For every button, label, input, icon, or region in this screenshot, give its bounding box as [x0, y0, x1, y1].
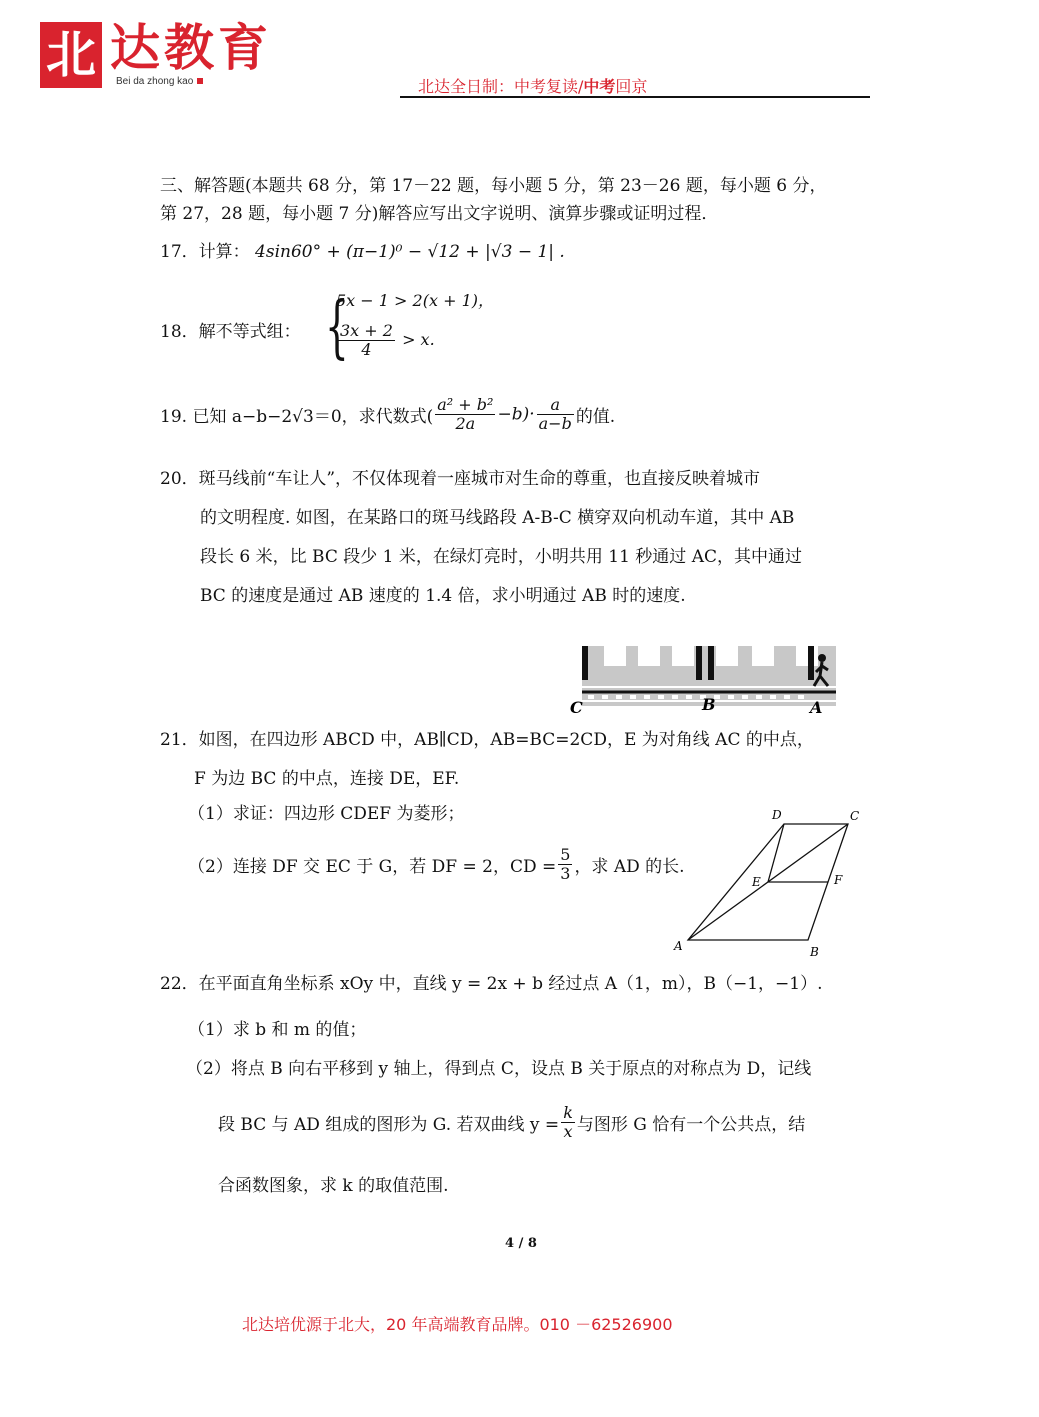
header-divider: [400, 96, 870, 98]
quadrilateral-figure: [668, 802, 868, 962]
q21-part1: （1）求证：四边形 CDEF 为菱形；: [188, 804, 465, 824]
q21-line2: F 为边 BC 的中点，连接 DE，EF.: [194, 769, 460, 789]
vertex-c-label: C: [850, 809, 860, 823]
point-e-label: E: [752, 875, 761, 889]
q22-part1: （1）求 b 和 m 的值；: [188, 1020, 367, 1040]
point-f-label: F: [834, 873, 843, 887]
q21-line1: 21．如图，在四边形 ABCD 中，AB∥CD，AB=BC=2CD，E 为对角线 AC 的中点，: [160, 730, 814, 750]
vertex-d-label: D: [772, 808, 782, 822]
q20-line4: BC 的速度是通过 AB 速度的 1.4 倍，求小明通过 AB 时的速度.: [200, 586, 686, 606]
header-tagline: 北达全日制：中考复读/中考回京: [418, 77, 648, 96]
footer-advertisement: 北达培优源于北大，20 年高端教育品牌。010 －62526900: [242, 1315, 673, 1334]
q20-line1: 20．斑马线前“车让人”，不仅体现着一座城市对生命的尊重，也直接反映着城市: [160, 469, 761, 489]
point-b-label: B: [702, 695, 716, 714]
logo-subtitle: Bei da zhong kao: [116, 76, 203, 87]
q22-part2-line1: （2）将点 B 向右平移到 y 轴上，得到点 C，设点 B 关于原点的对称点为 D，记线: [186, 1059, 812, 1079]
vertex-b-label: B: [810, 945, 819, 959]
vertex-a-label: A: [674, 939, 683, 953]
logo-mark: 北: [40, 22, 102, 88]
q20-line2: 的文明程度. 如图，在某路口的斑马线路段 A-B-C 横穿双向机动车道，其中 AB: [200, 508, 795, 528]
point-c-label: C: [570, 698, 583, 716]
point-a-label: A: [810, 698, 823, 716]
q22-line1: 22．在平面直角坐标系 xOy 中，直线 y = 2x + b 经过点 A（1，m），B（−1，−1）.: [160, 974, 823, 994]
q22-part2-line3: 合函数图象，求 k 的取值范围.: [218, 1176, 449, 1196]
brace-icon: {: [325, 288, 349, 367]
crosswalk-figure: [566, 640, 840, 716]
q18-ineq2: $\frac{3x + 2}{4}$ > x.: [340, 321, 435, 359]
page-number: 4 / 8: [505, 1236, 537, 1251]
q17: 17．计算： 4sin60° + (π−1)⁰ − √12 + |√3 − 1| .: [160, 242, 565, 262]
q18-ineq1: 5x − 1 > 2(x + 1)，: [336, 291, 494, 310]
q18-label: 18．解不等式组：: [160, 322, 301, 342]
q19: 19. 已知 a−b−2√3＝0，求代数式( $\frac{\text{a² + b²}}{2a}$ −b)· $\frac{a}{a-b}$ 的值.: [160, 395, 616, 433]
q21-part2: （2）连接 DF 交 EC 于 G，若 DF = 2，CD = $\frac{5}{3}$ ，求 AD 的长.: [188, 845, 685, 883]
section-intro-line1: 三、解答题(本题共 68 分，第 17－22 题，每小题 5 分，第 23－26 题，每小题 6 分，: [160, 176, 827, 196]
q20-line3: 段长 6 米，比 BC 段少 1 米，在绿灯亮时，小明共用 11 秒通过 AC，其中通过: [200, 547, 802, 567]
q22-part2-line2: 段 BC 与 AD 组成的图形为 G. 若双曲线 y = $\frac{k}{x}$ 与图形 G 恰有一个公共点，结: [218, 1103, 806, 1141]
logo-text: 达教育: [110, 18, 272, 77]
section-intro-line2: 第 27，28 题，每小题 7 分)解答应写出文字说明、演算步骤或证明过程．: [160, 204, 719, 224]
